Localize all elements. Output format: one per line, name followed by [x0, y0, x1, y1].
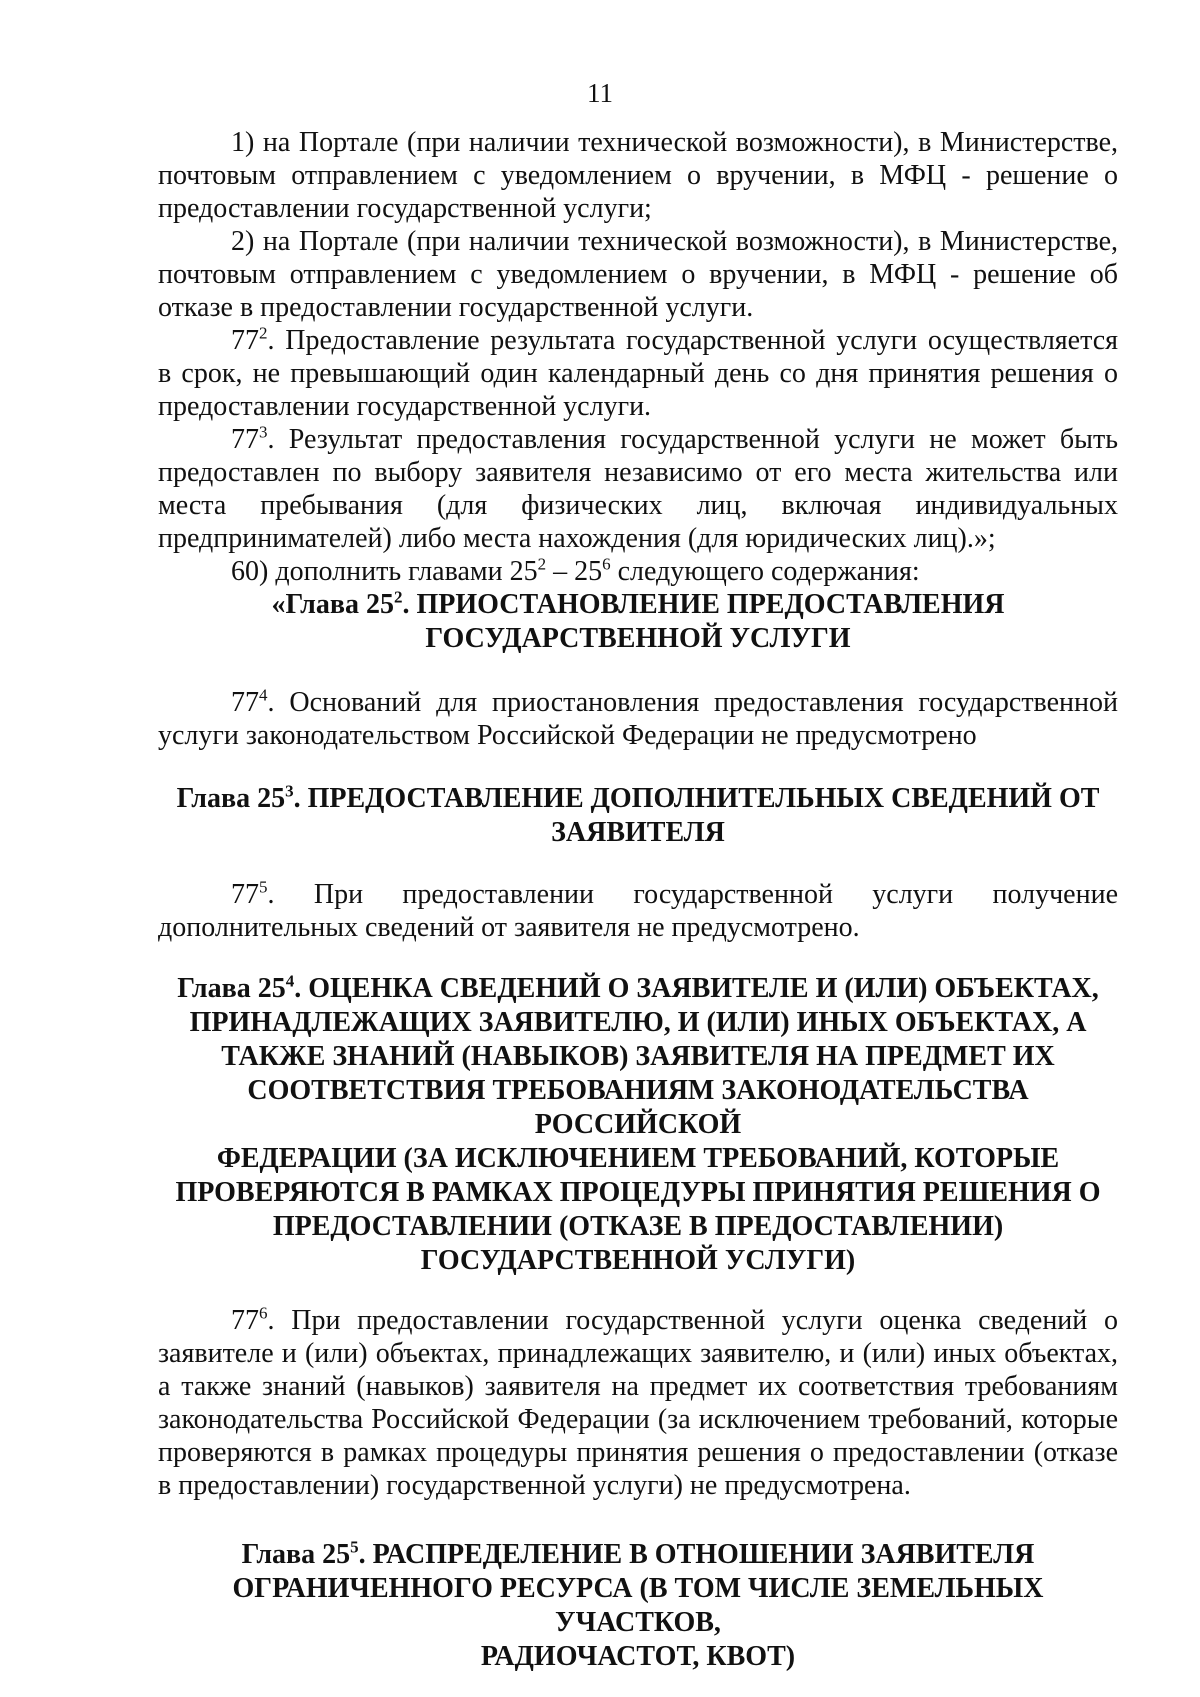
heading-prefix: Глава 25 — [177, 973, 286, 1004]
paragraph-77-6 — [158, 1304, 1118, 1502]
heading-superscript: 2 — [393, 587, 403, 607]
heading-line: ГОСУДАРСТВЕННОЙ УСЛУГИ) — [420, 1245, 856, 1276]
clause-superscript: 6 — [259, 1303, 268, 1323]
clause-number: 77 — [231, 1305, 259, 1336]
paragraph-77-5 — [158, 878, 1118, 944]
heading-superscript: 4 — [285, 971, 295, 991]
heading-superscript: 5 — [350, 1537, 359, 1557]
clause-superscript: 5 — [259, 877, 268, 897]
heading-line: ЗАЯВИТЕЛЯ — [551, 817, 725, 848]
heading-line: ФЕДЕРАЦИИ (ЗА ИСКЛЮЧЕНИЕМ ТРЕБОВАНИЙ, КОТОРЫЕ — [216, 1143, 1060, 1174]
chapter-heading-25-4 — [158, 972, 1118, 1278]
clause-text: . Оснований для приостановления предоставления государственной услуги законодательством Российской Федерации не предусмотрено — [158, 687, 1118, 751]
paragraph-item-2: 2) на Портале (при наличии технической возможности), в Министерстве, почтовым отправлением с уведомлением о вручении, в МФЦ - решение об отказе в предоставлении государственной услуги. — [158, 226, 1118, 323]
page-number: 11 — [587, 78, 613, 108]
clause-superscript: 3 — [259, 422, 268, 442]
heading-line — [158, 588, 1118, 622]
heading-superscript: 3 — [285, 781, 294, 801]
heading-prefix: «Глава 25 — [271, 589, 394, 620]
paragraph-item-60 — [158, 555, 1118, 588]
heading-line — [158, 782, 1118, 816]
amendment-superscript-1: 2 — [537, 554, 547, 574]
paragraph-77-4 — [158, 686, 1118, 752]
clause-number: 77 — [231, 424, 259, 455]
heading-line: ОГРАНИЧЕННОГО РЕСУРСА (В ТОМ ЧИСЛЕ ЗЕМЕЛЬНЫХ УЧАСТКОВ, — [232, 1573, 1044, 1638]
chapter-heading-25-3 — [158, 782, 1118, 850]
heading-line: ПРОВЕРЯЮТСЯ В РАМКАХ ПРОЦЕДУРЫ ПРИНЯТИЯ РЕШЕНИЯ О — [175, 1177, 1101, 1208]
clause-number: 77 — [231, 879, 259, 910]
paragraph-77-2 — [158, 324, 1118, 423]
clause-text: . При предоставлении государственной услуги оценка сведений о заявителе и (или) объектах, принадлежащих заявителю, и (или) иных объектах, а также знаний (навыков) заявителя на предмет их соответствия требованиям законодательства Российской Федерации (за исключением требований, которые проверяются в рамках процедуры принятия решения о предоставлении (отказе в предоставлении) государственной услуги) не предусмотрена. — [158, 1305, 1118, 1501]
heading-text: . РАСПРЕДЕЛЕНИЕ В ОТНОШЕНИИ ЗАЯВИТЕЛЯ — [358, 1539, 1035, 1570]
clause-number: 77 — [231, 687, 259, 718]
heading-line — [158, 972, 1118, 1006]
clause-text: . Предоставление результата государственной услуги осуществляется в срок, не превышающий один календарный день со дня принятия решения о предоставлении государственной услуги. — [158, 325, 1118, 422]
clause-text: . При предоставлении государственной услуги получение дополнительных сведений от заявителя не предусмотрено. — [158, 879, 1118, 943]
heading-line: ГОСУДАРСТВЕННОЙ УСЛУГИ — [425, 623, 851, 654]
paragraph-item-1: 1) на Портале (при наличии технической возможности), в Министерстве, почтовым отправлением с уведомлением о вручении, в МФЦ - решение о предоставлении государственной услуги; — [158, 127, 1118, 224]
amendment-text-a: 60) дополнить главами 25 — [231, 556, 538, 587]
heading-text: . ПРЕДОСТАВЛЕНИЕ ДОПОЛНИТЕЛЬНЫХ СВЕДЕНИЙ ОТ — [293, 783, 1100, 814]
amendment-text-c: следующего содержания: — [610, 556, 920, 587]
clause-number: 77 — [231, 325, 259, 356]
heading-line: ТАКЖЕ ЗНАНИЙ (НАВЫКОВ) ЗАЯВИТЕЛЯ НА ПРЕДМЕТ ИХ — [221, 1041, 1055, 1072]
heading-text: . ПРИОСТАНОВЛЕНИЕ ПРЕДОСТАВЛЕНИЯ — [402, 589, 1005, 620]
heading-line: ПРЕДОСТАВЛЕНИИ (ОТКАЗЕ В ПРЕДОСТАВЛЕНИИ) — [272, 1211, 1004, 1242]
clause-text: . Результат предоставления государственной услуги не может быть предоставлен по выбору заявителя независимо от его места жительства или места пребывания (для физических лиц, включая индивидуальных предпринимателей) либо места нахождения (для юридических лиц).»; — [158, 424, 1118, 554]
clause-superscript: 2 — [259, 323, 268, 343]
clause-superscript: 4 — [259, 685, 268, 705]
chapter-heading-25-2 — [158, 588, 1118, 656]
heading-text: . ОЦЕНКА СВЕДЕНИЙ О ЗАЯВИТЕЛЕ И (ИЛИ) ОБЪЕКТАХ, — [294, 973, 1099, 1004]
heading-prefix: Глава 25 — [176, 783, 286, 814]
amendment-text-b: – 25 — [546, 556, 603, 587]
heading-line: СООТВЕТСТВИЯ ТРЕБОВАНИЯМ ЗАКОНОДАТЕЛЬСТВА РОССИЙСКОЙ — [247, 1075, 1029, 1140]
document-body — [158, 126, 1118, 1674]
amendment-superscript-2: 6 — [602, 554, 611, 574]
heading-line: ПРИНАДЛЕЖАЩИХ ЗАЯВИТЕЛЮ, И (ИЛИ) ИНЫХ ОБЪЕКТАХ, А — [189, 1007, 1087, 1038]
paragraph-77-3 — [158, 423, 1118, 555]
heading-line — [158, 1538, 1118, 1572]
heading-line: РАДИОЧАСТОТ, КВОТ) — [480, 1641, 796, 1672]
heading-prefix: Глава 25 — [241, 1539, 351, 1570]
chapter-heading-25-5 — [158, 1538, 1118, 1674]
